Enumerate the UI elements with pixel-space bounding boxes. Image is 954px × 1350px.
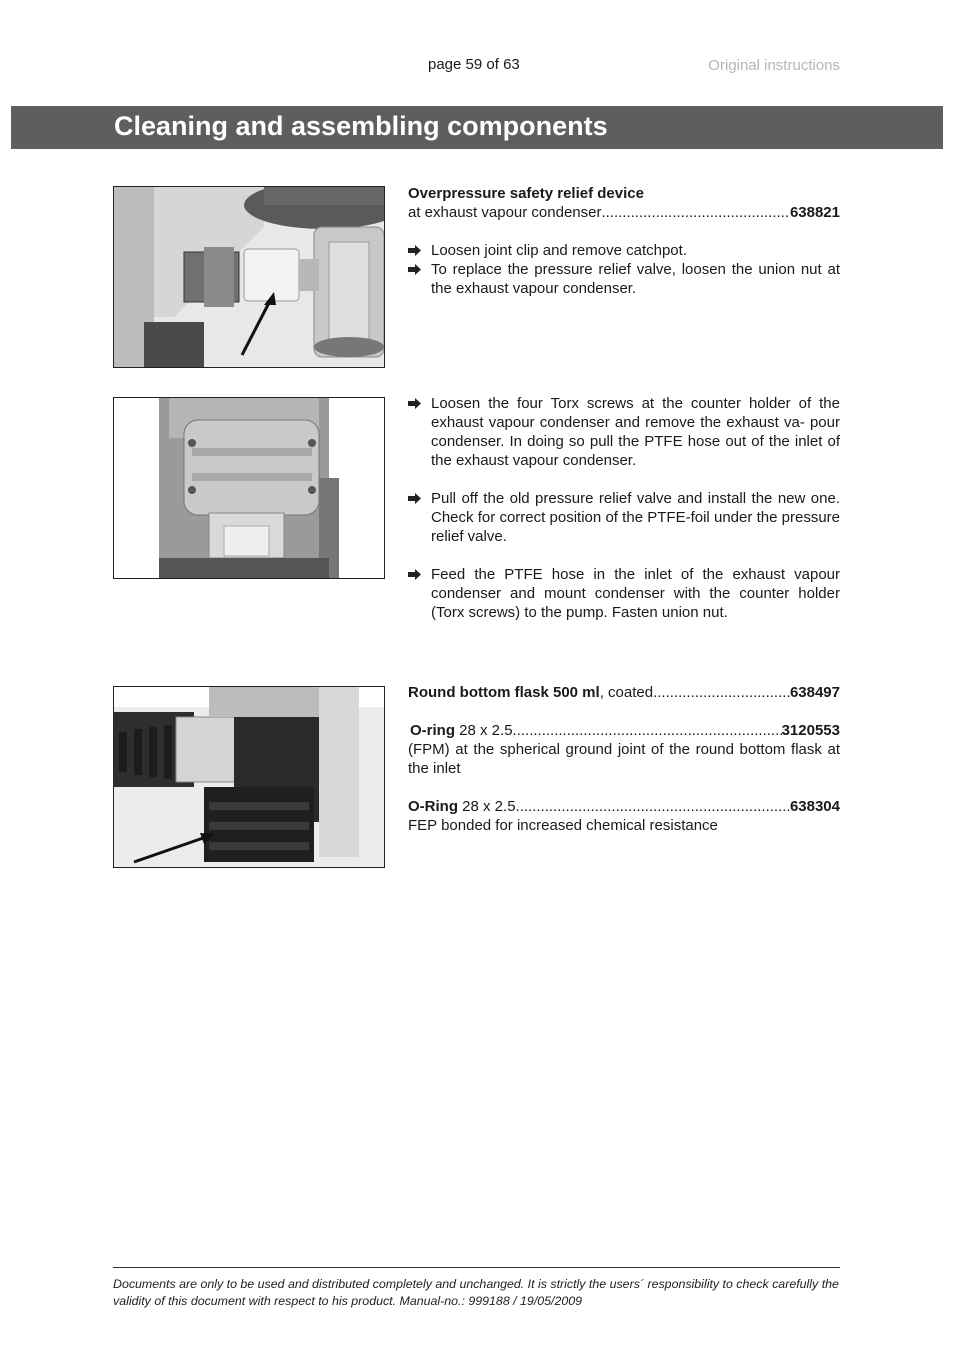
flask-inlet-photo xyxy=(113,686,385,868)
dot-leader xyxy=(513,721,782,740)
part-title: Overpressure safety relief device xyxy=(408,185,644,202)
oring-fep-description: FEP bonded for increased chemical resistance xyxy=(408,817,718,834)
oring-fep-size: 28 x 2.5 xyxy=(458,798,516,815)
footer-disclaimer: Documents are only to be used and distributed completely and unchanged. It is strictly the users´ responsibility to check carefully the validity of this document with respect to his product. Manual-no.: 999188 / 19/05/2009 xyxy=(113,1277,839,1308)
oring-fep-row xyxy=(408,797,840,816)
flask-name: Round bottom flask 500 ml xyxy=(408,684,600,701)
page-number: page 59 of 63 xyxy=(428,56,520,73)
relief-valve-photo xyxy=(113,186,385,368)
oring-fep-name: O-Ring xyxy=(408,798,458,815)
flask-part-row xyxy=(408,683,840,702)
page-title: Cleaning and assembling components xyxy=(114,111,608,141)
arrow-right-icon xyxy=(408,493,421,504)
arrow-right-icon xyxy=(408,398,421,409)
part-number: 638821 xyxy=(789,204,840,221)
section-condenser-steps xyxy=(408,394,840,622)
arrow-right-icon xyxy=(408,264,421,275)
part-number-row xyxy=(408,203,840,222)
instruction-step: Feed the PTFE hose in the inlet of the exhaust vapour condenser and mount condenser with the counter holder (Torx screws) to the pump. Fasten union nut. xyxy=(408,565,840,622)
instruction-step: Loosen joint clip and remove catchpot. xyxy=(408,241,840,260)
oring-fpm-name: O-ring xyxy=(410,722,455,739)
instruction-step: Pull off the old pressure relief valve and install the new one. Check for correct position of the PTFE-foil under the pressure relief valve. xyxy=(408,489,840,546)
arrow-right-icon xyxy=(408,569,421,580)
arrow-right-icon xyxy=(408,245,421,256)
dot-leader xyxy=(601,203,789,222)
document-type-label: Original instructions xyxy=(708,57,840,74)
flask-part-number: 638497 xyxy=(789,684,840,701)
section-flask-parts xyxy=(408,683,840,835)
oring-fep-part-number: 638304 xyxy=(789,798,840,815)
dot-leader xyxy=(516,797,790,816)
oring-fpm-row xyxy=(408,721,840,740)
instruction-step: To replace the pressure relief valve, loosen the union nut at the exhaust vapour condenser. xyxy=(408,260,840,298)
title-banner xyxy=(11,106,943,149)
condenser-photo xyxy=(113,397,385,579)
dot-leader xyxy=(653,683,790,702)
oring-fpm-description: (FPM) at the spherical ground joint of the round bottom flask at the inlet xyxy=(408,741,840,777)
oring-fpm-part-number: 3120553 xyxy=(781,722,840,739)
part-description: at exhaust vapour condenser xyxy=(408,204,602,221)
flask-suffix: , coated xyxy=(599,684,654,701)
oring-fpm-size: 28 x 2.5 xyxy=(455,722,513,739)
section-relief-device xyxy=(408,184,840,298)
footer-divider xyxy=(113,1267,840,1268)
instruction-step: Loosen the four Torx screws at the counter holder of the exhaust vapour condenser and remove the exhaust va- pour condenser. In doing so pull the PTFE hose out of the inlet of the exhaust vapour condenser. xyxy=(408,394,840,470)
